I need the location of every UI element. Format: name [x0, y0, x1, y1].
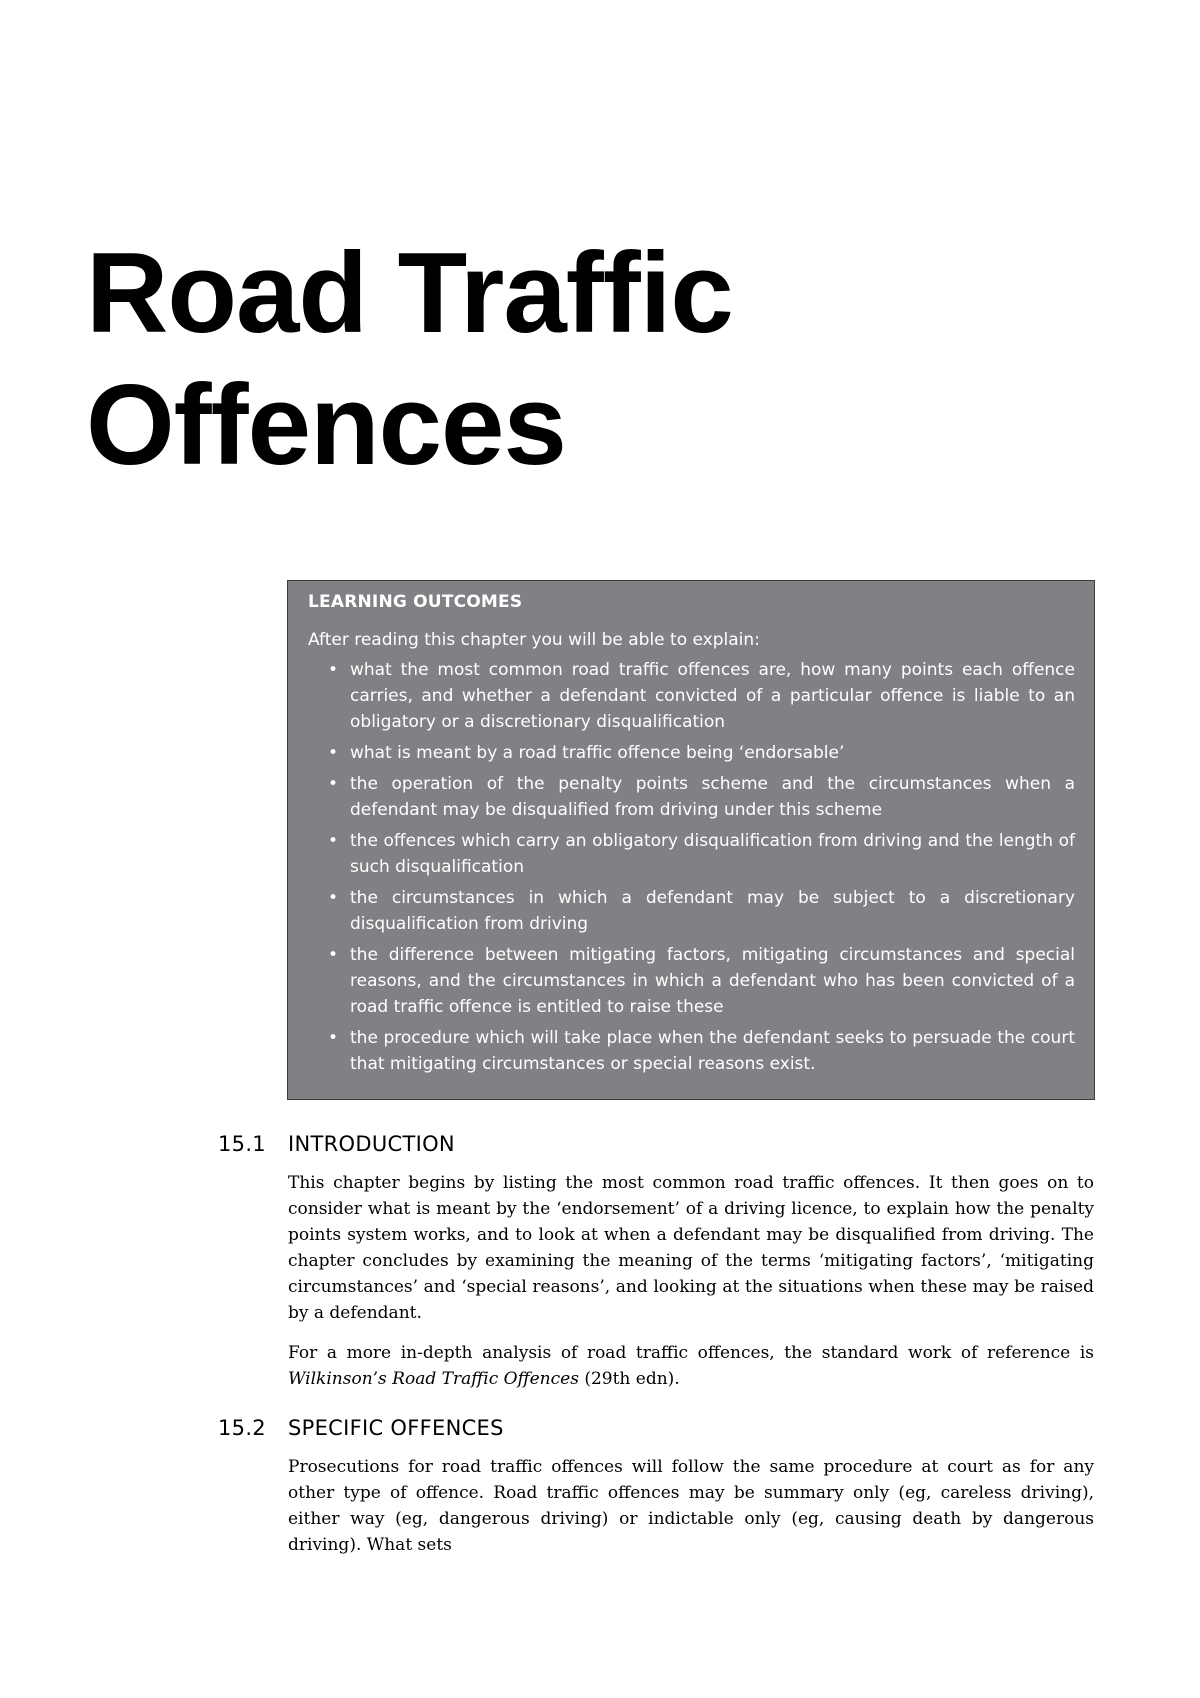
book-title: Wilkinson’s Road Traffic Offences: [288, 1369, 579, 1389]
bullet-icon: •: [328, 945, 339, 965]
learning-outcome-text: the difference between mitigating factors, mitigating circumstances and special reasons, and the circumstances in which a defendant who has been convicted of a road traffic offence is entitled to raise these: [350, 945, 1075, 1017]
learning-outcome-item: [328, 740, 1075, 766]
introduction-paragraph-2: [288, 1340, 1094, 1392]
chapter-title-line-1: Road Traffic: [86, 230, 733, 357]
learning-outcomes-box: [287, 580, 1095, 1100]
learning-outcome-item: [328, 828, 1075, 880]
learning-outcome-text: the offences which carry an obligatory disqualification from driving and the length of such disqualification: [350, 831, 1075, 877]
learning-outcome-text: the circumstances in which a defendant may be subject to a discretionary disqualification from driving: [350, 888, 1075, 934]
section-number: 15.2: [218, 1416, 266, 1440]
learning-outcome-item: [328, 942, 1075, 1020]
paragraph-text: For a more in-depth analysis of road traffic offences, the standard work of reference is: [288, 1343, 1094, 1363]
bullet-icon: •: [328, 888, 339, 908]
section-heading-introduction: [218, 1130, 455, 1158]
bullet-icon: •: [328, 831, 339, 851]
learning-outcome-text: the procedure which will take place when the defendant seeks to persuade the court that mitigating circumstances or special reasons exist.: [350, 1028, 1075, 1074]
chapter-title-line-2: Offences: [86, 362, 566, 489]
learning-outcomes-list: [308, 657, 1075, 1077]
learning-outcomes-intro: After reading this chapter you will be able to explain:: [308, 630, 760, 650]
learning-outcomes-heading: LEARNING OUTCOMES: [308, 592, 523, 612]
chapter-title: [86, 228, 733, 492]
specific-offences-paragraph-1: Prosecutions for road traffic offences will follow the same procedure at court as for any other type of offence. Road traffic offences may be summary only (eg, careless driving), either way (eg, dangerous driving) or indictable only (eg, causing death by dangerous driving). What sets: [288, 1457, 1094, 1555]
bullet-icon: •: [328, 660, 339, 680]
learning-outcome-text: what the most common road traffic offences are, how many points each offence carries, and whether a defendant convicted of a particular offence is liable to an obligatory or a discretionary disqualification: [350, 660, 1075, 732]
bullet-icon: •: [328, 774, 339, 794]
section-title: INTRODUCTION: [288, 1132, 455, 1156]
introduction-paragraph-1: This chapter begins by listing the most common road traffic offences. It then goes on to consider what is meant by the ‘endorsement’ of a driving licence, to explain how the penalty points system works, and to look at when a defendant may be disqualified from driving. The chapter concludes by examining the meaning of the terms ‘mitigating factors’, ‘mitigating circumstances’ and ‘special reasons’, and looking at the situations when these may be raised by a defendant.: [288, 1173, 1094, 1323]
learning-outcome-item: [328, 885, 1075, 937]
bullet-icon: •: [328, 743, 339, 763]
section-heading-specific-offences: [218, 1414, 504, 1442]
learning-outcome-text: what is meant by a road traffic offence being ‘endorsable’: [350, 743, 845, 763]
section-number: 15.1: [218, 1132, 266, 1156]
paragraph-text: (29th edn).: [578, 1369, 680, 1389]
learning-outcome-item: [328, 657, 1075, 735]
bullet-icon: •: [328, 1028, 339, 1048]
section-title: SPECIFIC OFFENCES: [288, 1416, 504, 1440]
learning-outcome-text: the operation of the penalty points scheme and the circumstances when a defendant may be disqualified from driving under this scheme: [350, 774, 1075, 820]
learning-outcome-item: [328, 771, 1075, 823]
learning-outcome-item: [328, 1025, 1075, 1077]
